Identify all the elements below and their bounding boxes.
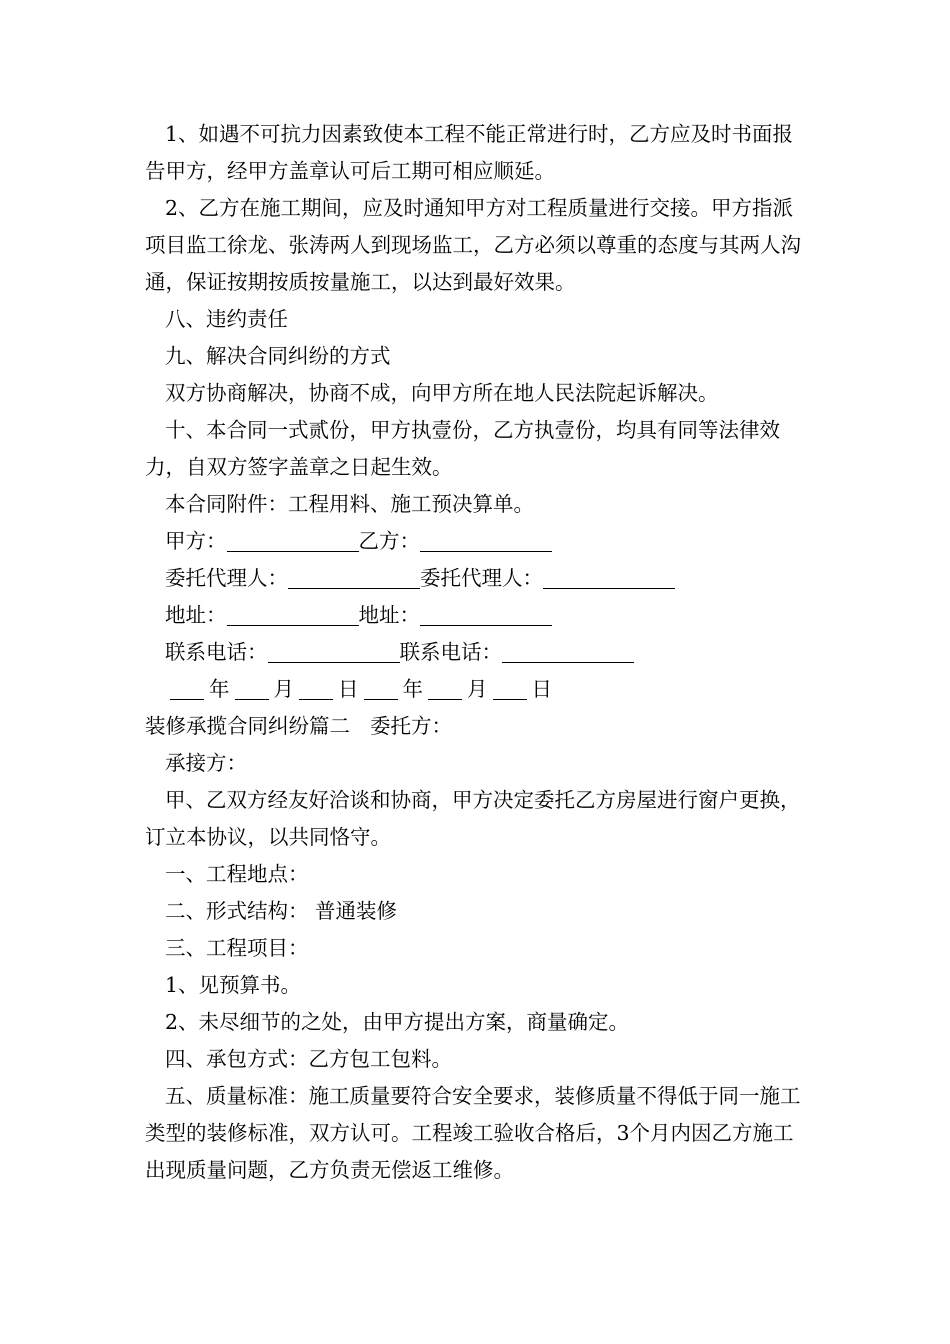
signature-row-agent [145, 560, 813, 597]
party-a-blank [227, 529, 359, 552]
address-b-blank [420, 603, 552, 626]
address-a-blank [227, 603, 359, 626]
phone-b-blank [502, 640, 634, 663]
clause-attachments: 本合同附件：工程用料、施工预决算单。 [165, 492, 534, 516]
month-a-blank [235, 677, 269, 700]
agent-a-label: 委托代理人： [165, 566, 288, 590]
client-label: 委托方： [370, 714, 452, 738]
agent-b-blank [543, 566, 675, 589]
day-b-blank [493, 677, 527, 700]
document-page [145, 116, 813, 1189]
clause-agreement-intro: 甲、乙双方经友好洽谈和协商，甲方决定委托乙方房屋进行窗户更换，订立本协议，以共同恪守。 [145, 788, 801, 849]
party-b-blank [420, 529, 552, 552]
phone-b-label: 联系电话： [399, 640, 502, 664]
year-b-blank [364, 677, 398, 700]
clause-budget-book: 1、见预算书。 [165, 973, 302, 997]
party-a-label: 甲方： [165, 529, 227, 553]
year-b-label: 年 [402, 677, 423, 701]
month-a-label: 月 [273, 677, 294, 701]
clause-dispute-resolution: 双方协商解决，协商不成，向甲方所在地人民法院起诉解决。 [165, 381, 719, 405]
phone-a-blank [268, 640, 400, 663]
clause-copies: 十、本合同一式贰份，甲方执壹份，乙方执壹份，均具有同等法律效力，自双方签字盖章之日起生效。 [145, 418, 780, 479]
signature-row-phone [145, 634, 813, 671]
month-b-label: 月 [467, 677, 488, 701]
clause-project-items: 三、工程项目： [165, 936, 309, 960]
clause-quality-standard: 五、质量标准：施工质量要符合安全要求，装修质量不得低于同一施工类型的装修标准，双方认可。工程竣工验收合格后，3个月内因乙方施工出现质量问题，乙方负责无偿返工维修。 [145, 1084, 801, 1182]
agent-a-blank [288, 566, 420, 589]
agent-b-label: 委托代理人： [420, 566, 543, 590]
party-b-label: 乙方： [358, 529, 420, 553]
phone-a-label: 联系电话： [165, 640, 268, 664]
address-a-label: 地址： [165, 603, 227, 627]
year-a-label: 年 [209, 677, 230, 701]
signature-row-address [145, 597, 813, 634]
year-a-blank [170, 677, 204, 700]
contractor-label: 承接方： [165, 751, 247, 775]
clause-quality-handover: 2、乙方在施工期间，应及时通知甲方对工程质量进行交接。甲方指派项目监工徐龙、张涛两人到现场监工，乙方必须以尊重的态度与其两人沟通，保证按期按质按量施工，以达到最好效果。 [145, 196, 801, 294]
clause-contract-method: 四、承包方式：乙方包工包料。 [165, 1047, 452, 1071]
day-a-label: 日 [338, 677, 359, 701]
section-two-heading-row [145, 708, 813, 745]
clause-structure: 二、形式结构： 普通装修 [165, 899, 398, 923]
address-b-label: 地址： [358, 603, 420, 627]
clause-project-location: 一、工程地点： [165, 862, 309, 886]
heading-breach-liability: 八、违约责任 [165, 307, 288, 331]
month-b-blank [428, 677, 462, 700]
signature-row-party [145, 523, 813, 560]
day-b-label: 日 [531, 677, 552, 701]
section-two-title: 装修承揽合同纠纷篇二 [145, 714, 350, 738]
clause-unspecified-details: 2、未尽细节的之处，由甲方提出方案，商量确定。 [165, 1010, 630, 1034]
clause-force-majeure: 1、如遇不可抗力因素致使本工程不能正常进行时，乙方应及时书面报告甲方，经甲方盖章认可后工期可相应顺延。 [145, 122, 794, 183]
signature-row-date [145, 671, 813, 708]
heading-dispute-resolution: 九、解决合同纠纷的方式 [165, 344, 391, 368]
day-a-blank [299, 677, 333, 700]
